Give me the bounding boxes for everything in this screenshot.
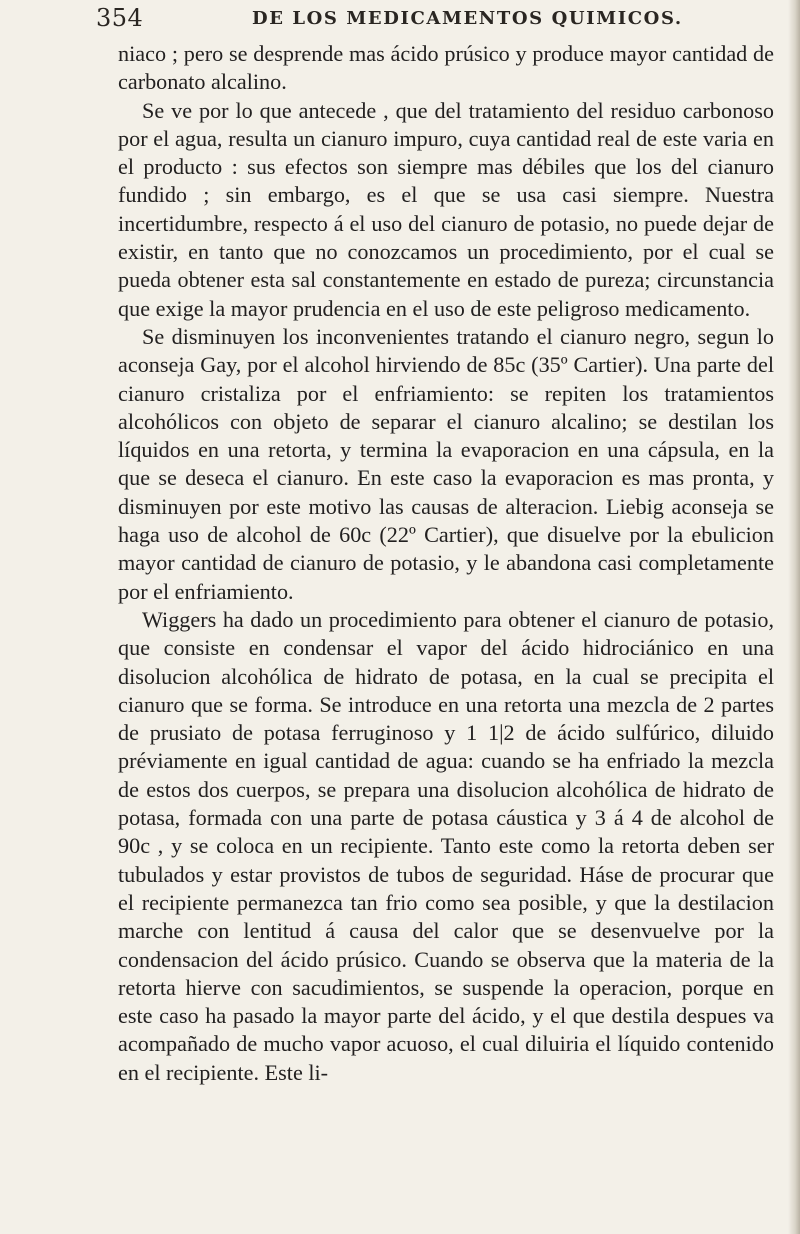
- paragraph: niaco ; pero se desprende mas ácido prúsico y produce mayor cantidad de carbonato alcalino.: [118, 41, 774, 95]
- page-number: 354: [96, 4, 144, 32]
- body-text: [118, 40, 774, 1087]
- paragraph: Se disminuyen los inconvenientes tratando el cianuro negro, segun lo aconseja Gay, por el alcohol hirviendo de 85c (35º Cartier). Una parte del cianuro cristaliza por el enfriamiento: se repiten los tratamientos alcohólicos con objeto de separar el cianuro alcalino; se destilan los líquidos en una retorta, y termina la evaporacion en una cápsula, en la que se deseca el cianuro. En este caso la evaporacion es mas pronta, y disminuyen por este motivo las causas de alteracion. Liebig aconseja se haga uso de alcohol de 60c (22º Cartier), que disuelve por la ebulicion mayor cantidad de cianuro de potasio, y le abandona casi completamente por el enfriamiento.: [118, 323, 774, 604]
- page-header: [96, 0, 736, 40]
- page-edge: [788, 0, 800, 1234]
- paragraph: Se ve por lo que antecede , que del tratamiento del residuo carbonoso por el agua, resulta un cianuro impuro, cuya cantidad real de este varia en el producto : sus efectos son siempre mas débiles que los del cianuro fundido ; sin embargo, es el que se usa casi siempre. Nuestra incertidumbre, respecto á el uso del cianuro de potasio, no puede dejar de existir, en tanto que no conozcamos un procedimiento, por el cual se pueda obtener esta sal constantemente en estado de pureza; circunstancia que exige la mayor prudencia en el uso de este peligroso medicamento.: [118, 97, 774, 321]
- running-title: DE LOS MEDICAMENTOS QUIMICOS.: [252, 8, 683, 29]
- paragraph: Wiggers ha dado un procedimiento para obtener el cianuro de potasio, que consiste en condensar el vapor del ácido hidrociánico en una disolucion alcohólica de hidrato de potasa, en la cual se precipita el cianuro que se forma. Se introduce en una retorta una mezcla de 2 partes de prusiato de potasa ferruginoso y 1 1|2 de ácido sulfúrico, diluido préviamente en igual cantidad de agua: cuando se ha enfriado la mezcla de estos dos cuerpos, se prepara una disolucion alcohólica de hidrato de potasa, formada con una parte de potasa cáustica y 3 á 4 de alcohol de 90c , y se coloca en un recipiente. Tanto este como la retorta deben ser tubulados y estar provistos de tubos de seguridad. Háse de procurar que el recipiente permanezca tan frio como sea posible, y que la destilacion marche con lentitud á causa del calor que se desenvuelve por la condensacion del ácido prúsico. Cuando se observa que la materia de la retorta hierve con sacudimientos, se suspende la operacion, porque en este caso ha pasado la mayor parte del ácido, y el que destila despues va acompañado de mucho vapor acuoso, el cual diluiria el líquido contenido en el recipiente. Este li-: [118, 606, 774, 1085]
